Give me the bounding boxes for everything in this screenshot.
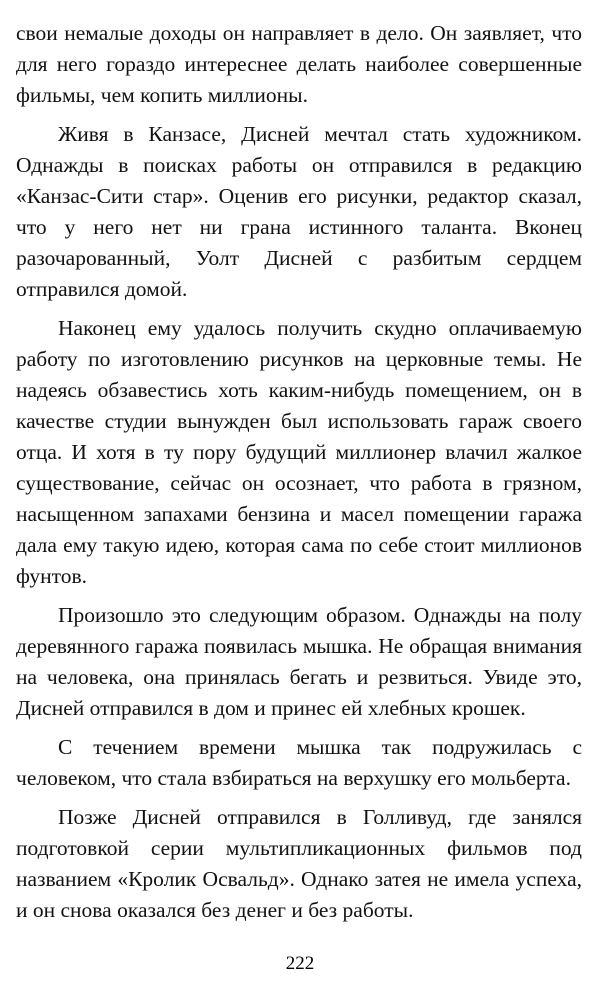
paragraph-kansas: Живя в Канзасе, Дисней мечтал стать художником. Однажды в поисках работы он отправился в редакцию «Канзас-Сити стар». Оценив его рисунки, редактор сказал, что у него нет ни грана истинного таланта. Вконец разочарованный, Уолт Дисней с разбитым сердцем отправился домой. (16, 122, 582, 301)
paragraph-continuation: свои немалые доходы он направляет в дело. Он заявляет, что для него гораздо интереснее делать наиболее совершенные фильмы, чем копить миллионы. (16, 21, 582, 107)
paragraph-mouse-friend: С течением времени мышка так подружилась с человеком, что стала взбираться на верхушку его мольберта. (16, 735, 582, 790)
paragraph-hollywood: Позже Дисней отправился в Голливуд, где занялся подготовкой серии мультипликационных фильмов под названием «Кролик Освальд». Однако затея не имела успеха, и он снова оказался без денег и без работы. (16, 805, 582, 922)
paragraph-garage-work: Наконец ему удалось получить скудно оплачиваемую работу по изготовлению рисунков на церковные темы. Не надеясь обзавестись хоть каким-нибудь помещением, он в качестве студии вынужден был использовать гараж своего отца. И хотя в ту пору будущий миллионер влачил жалкое существование, сейчас он осознает, что работа в грязном, насыщенном запахами бензина и масел помещении гаража дала ему такую идею, которая сама по себе стоит миллионов фунтов. (16, 316, 582, 588)
paragraph-mouse-appears: Произошло это следующим образом. Однажды на полу деревянного гаража появилась мышка. Не обращая внимания на человека, она принялась бегать и резвиться. Увиде это, Дисней отправился в дом и принес ей хлебных крошек. (16, 603, 582, 720)
page-number: 222 (285, 953, 315, 974)
